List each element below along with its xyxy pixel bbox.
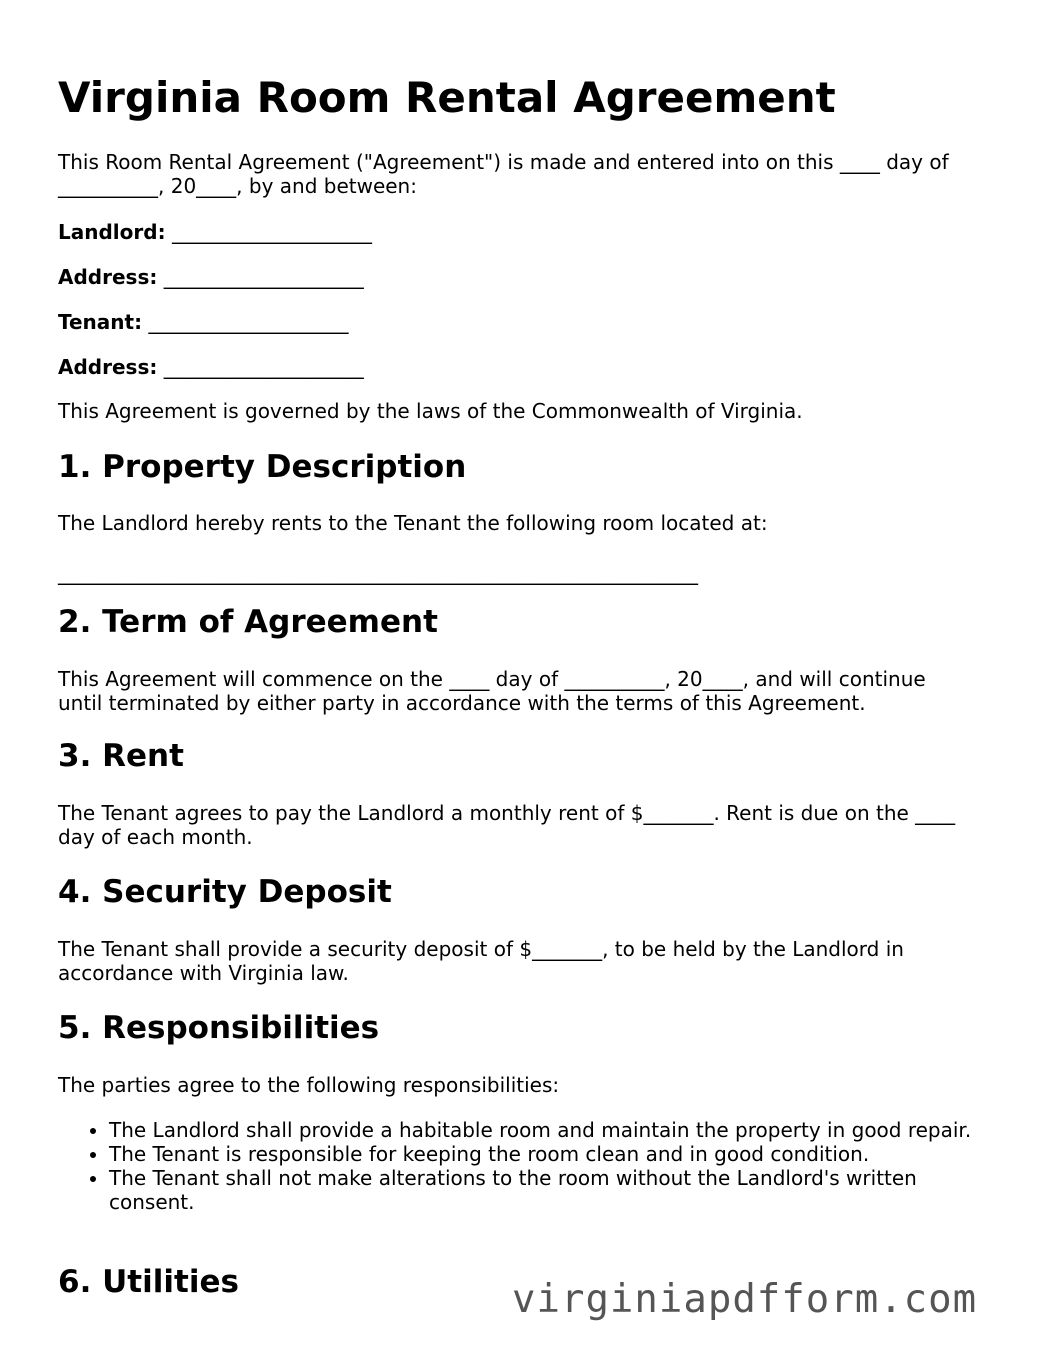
tenant-address-field: [58, 355, 364, 379]
section-4-heading: 4. Security Deposit: [58, 874, 392, 910]
document-title: Virginia Room Rental Agreement: [58, 73, 836, 122]
tenant-address-blank: ____________________: [163, 355, 364, 379]
tenant-field: [58, 310, 348, 334]
section-2-text: This Agreement will commence on the ____ day of __________, 20____, and will continue until terminated by either party in accordance with the terms of this Agreement.: [58, 667, 926, 715]
section-6-heading: 6. Utilities: [58, 1264, 239, 1300]
landlord-address-label: Address:: [58, 265, 158, 289]
landlord-label: Landlord:: [58, 220, 166, 244]
tenant-label: Tenant:: [58, 310, 143, 334]
watermark: virginiapdfform.com: [512, 1277, 978, 1322]
responsibilities-list: [58, 1118, 989, 1214]
tenant-blank: ____________________: [148, 310, 349, 334]
section-1-heading: 1. Property Description: [58, 449, 467, 485]
list-item: • The Tenant shall not make alterations to the room without the Landlord's written consent.: [109, 1166, 989, 1214]
landlord-address-blank: ____________________: [163, 265, 364, 289]
landlord-field: [58, 220, 372, 244]
section-3-text: The Tenant agrees to pay the Landlord a monthly rent of $_______. Rent is due on the ____ day of each month.: [58, 801, 956, 849]
intro-paragraph: This Room Rental Agreement ("Agreement") is made and entered into on this ____ day of __________, 20____, by and between:: [58, 150, 949, 198]
tenant-address-label: Address:: [58, 355, 158, 379]
section-5-text: The parties agree to the following responsibilities:: [58, 1073, 560, 1097]
list-item: • The Tenant is responsible for keeping the room clean and in good condition.: [109, 1142, 989, 1166]
section-3-heading: 3. Rent: [58, 738, 184, 774]
landlord-blank: ____________________: [171, 220, 372, 244]
property-address-blank: ________________________________________________________________: [58, 561, 698, 585]
section-4-text: The Tenant shall provide a security deposit of $_______, to be held by the Landlord in accordance with Virginia law.: [58, 937, 904, 985]
section-2-heading: 2. Term of Agreement: [58, 604, 438, 640]
list-item: • The Landlord shall provide a habitable room and maintain the property in good repair.: [109, 1118, 989, 1142]
governing-law-paragraph: This Agreement is governed by the laws of the Commonwealth of Virginia.: [58, 399, 803, 423]
section-1-text: The Landlord hereby rents to the Tenant the following room located at:: [58, 511, 768, 535]
landlord-address-field: [58, 265, 364, 289]
section-5-heading: 5. Responsibilities: [58, 1010, 380, 1046]
